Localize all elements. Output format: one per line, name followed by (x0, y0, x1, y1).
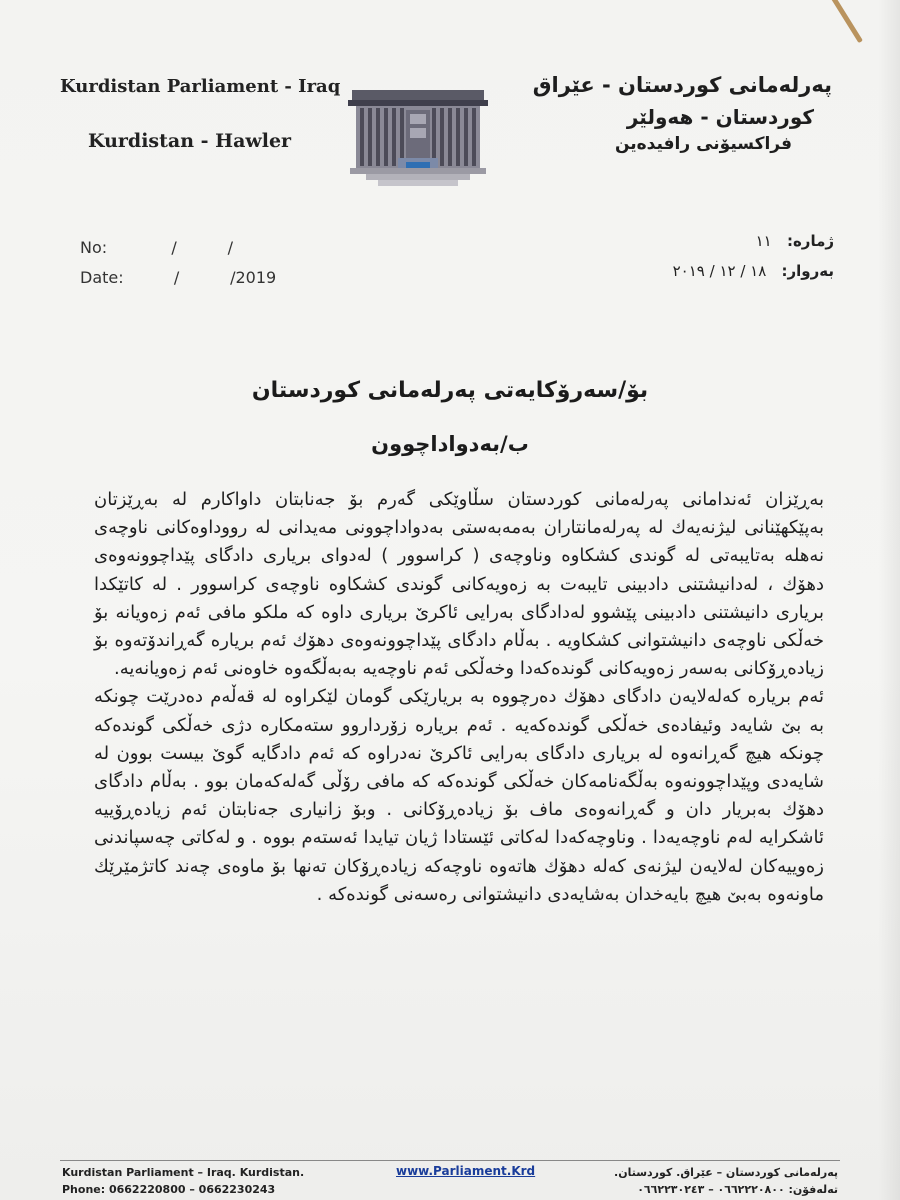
wooden-stick (828, 0, 863, 43)
kurdish-header (512, 70, 832, 157)
footer-website-link[interactable]: www.Parliament.Krd (396, 1164, 536, 1178)
body-paragraph-2: ئەم بریارە كەلەلایەن دادگای دهۆك دەرچووە بە بریارێكی گومان لێكراوە لە قەڵەم دەدرێت چونكە بە بێ شایەد وئیفادەی خەڵكی گوندەكەیە . ئەم بریارە زۆرداروو ستەمكارە دژی خەڵكی گوندەكە چونكە هیچ گەڕانەوە لە بریاری دادگای بەرایی ئاكرێ نەدراوە كە ئەم دادگایە گوێ بیست بوون لە شایەدی وپێداچوونەوە بەڵگەنامەكان خەڵكی گوندەكە كە مافی رۆڵی گەلەكەمان بوو . بەڵام دادگای دهۆك بەبریار دان و گەڕانەوەی ماف بۆ زیادەڕۆكانی . وبۆ زانیاری جەنابتان ئەم زیادەڕۆییە ئاشكرایە لەم ناوچەیەدا . وناوچەكەدا لەكاتی ئێستادا ژیان تیایدا ئەستەم بووە . و لەكاتی چەسپاندنی زەوییەكان لەلایەن لیژنەی كەلە دهۆك هاتەوە ناوچەكە زیادەڕۆكان تەنها بۆ ماوەی چەند كاتژمێرێك ماونەوە بەبێ هیچ بایەخدان بەشایەدی دانیشتوانی رەسەنی گوندەكە . (94, 686, 824, 905)
kurdish-date-value: ١٨ / ١٢ / ٢٠١٩ (672, 262, 767, 280)
footer-divider (60, 1160, 840, 1161)
footer-english-phone: Phone: 0662220800 – 0662230243 (62, 1183, 276, 1196)
body-paragraph-1: بەڕێزان ئەندامانی پەرلەمانی كوردستان سڵاوێكی گەرم بۆ جەنابتان داواكارم لە بەڕێزتان بەپێكهێنانی لیژنەیەك لە پەرلەمانتاران بەمەبەستی بەدواداچوونی مەیدانی لە رووداوەكانی ناوچەی نەهلە بەتایبەتی لە گوندی كشكاوە وناوچەی ( كراسوور ) لەدوای بریاری دادگای پێداچوونەوەی دهۆك ، لەدانیشتنی دادبینی تایبەت بە زەویەكانی گوندی كشكاوە ناوچەی كراسوور . لە كاتێكدا بریاری دانیشتنی دادبینی پێشوو لەدادگای بەرایی ئاكرێ بریاری داوە كە ملكو مافی ئەم زەویانە بۆ خەڵكی ناوچەی دانیشتوانی كشكاویە . بەڵام دادگای پێداچوونەوەی دهۆك ئەم بریارە گەڕاندۆتەوە بۆ زیادەڕۆكانی بەسەر زەویەكانی گوندەكەدا وخەڵكی ئەم ناوچەیە بەبەڵگەوە خاوەنی ئەم زەویانەیە. (94, 489, 824, 680)
kurdish-header-line2: كوردستان - هەولێر (626, 104, 814, 129)
parliament-building-logo (348, 84, 488, 192)
kurdish-header-line3: فراكسیۆنی رافیدەین (614, 133, 792, 154)
kurdish-date-line (673, 262, 834, 280)
english-title: Kurdistan Parliament - Iraq (60, 76, 341, 97)
date-value: / /2019 (173, 268, 277, 287)
letter-body (94, 486, 824, 909)
kurdish-date-label: بەروار: (781, 262, 834, 280)
footer-english-contact (62, 1164, 304, 1198)
english-subtitle: Kurdistan - Hawler (88, 130, 292, 152)
kurdish-number-value: ١١ (755, 232, 772, 250)
date-line (80, 268, 276, 287)
recipient-heading: بۆ/سەرۆكایەتی پەرلەمانی كوردستان (251, 378, 649, 403)
number-label: No: (80, 238, 108, 257)
number-line (80, 238, 233, 257)
footer-kurdish-contact (614, 1164, 838, 1198)
kurdish-number-line (756, 232, 834, 250)
date-label: Date: (80, 268, 124, 287)
subject-heading: ب/بەدواداچوون (371, 432, 529, 456)
kurdish-header-line1: پەرلەمانی كوردستان - عێراق (532, 73, 832, 97)
paper-edge-shadow (878, 0, 900, 1200)
footer-english-address: Kurdistan Parliament – Iraq. Kurdistan. (62, 1166, 305, 1179)
number-value: / / (171, 238, 233, 257)
footer-kurdish-address: پەرلەمانی كوردستان – عێراق. كوردستان. (614, 1166, 838, 1179)
kurdish-number-label: ژمارە: (786, 232, 834, 250)
footer-kurdish-phone: تەلەفۆن: ٠٦٦٢٢٢٠٨٠٠ – ٠٦٦٢٢٣٠٢٤٣ (637, 1183, 838, 1196)
